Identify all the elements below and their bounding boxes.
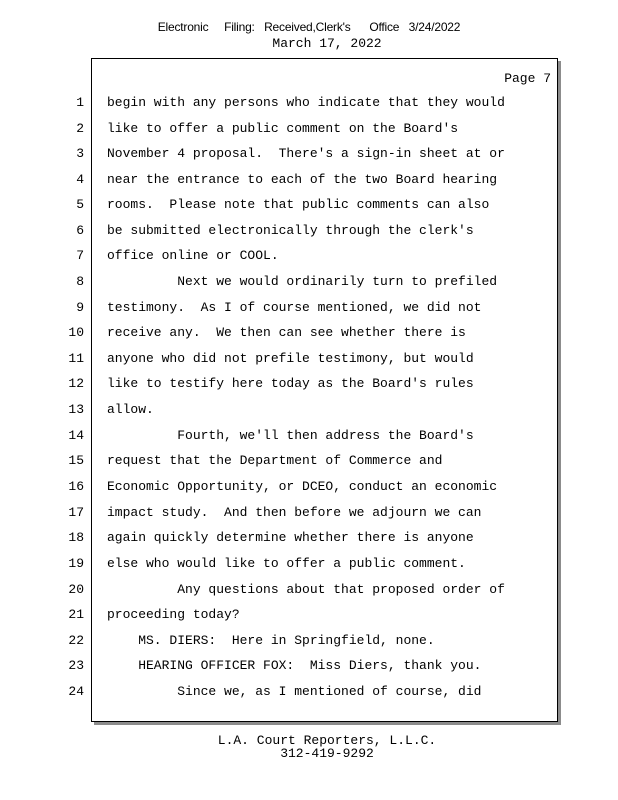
transcript-line: again quickly determine whether there is anyone [107,530,474,545]
line-number: 16 [68,479,84,494]
line-number: 6 [76,223,84,238]
transcript-line: office online or COOL. [107,248,279,263]
transcript-line: near the entrance to each of the two Board hearing [107,172,498,187]
transcript-line: else who would like to offer a public comment. [107,556,466,571]
line-number: 5 [76,197,84,212]
line-number: 4 [76,172,84,187]
transcript-line: request that the Department of Commerce and [107,453,443,468]
line-number: 24 [68,684,84,699]
line-number: 15 [68,453,84,468]
line-number: 2 [76,121,84,136]
line-number: 11 [68,351,84,366]
filing-stamp: Electronic Filing: Received,Clerk's Office 3/24/2022 [157,20,461,34]
transcript-line: MS. DIERS: Here in Springfield, none. [107,633,435,648]
page-number: Page 7 [504,71,551,86]
transcript-line: anyone who did not prefile testimony, but would [107,351,474,366]
line-number: 17 [68,505,84,520]
hearing-date: March 17, 2022 [272,36,382,51]
transcript-line: Next we would ordinarily turn to prefiled [107,274,498,289]
transcript-line: begin with any persons who indicate that they would [107,95,505,110]
line-number: 7 [76,248,84,263]
transcript-line: testimony. As I of course mentioned, we did not [107,300,482,315]
reporter-phone: 312-419-9292 [280,746,374,761]
transcript-line: HEARING OFFICER FOX: Miss Diers, thank you. [107,658,482,673]
line-number: 20 [68,582,84,597]
line-number: 1 [76,95,84,110]
transcript-line: November 4 proposal. There's a sign-in sheet at or [107,146,505,161]
line-number: 14 [68,428,84,443]
transcript-line: allow. [107,402,154,417]
line-number: 22 [68,633,84,648]
transcript-line: Economic Opportunity, or DCEO, conduct an economic [107,479,498,494]
reporter-firm: L.A. Court Reporters, L.L.C. [217,733,437,748]
line-number: 19 [68,556,84,571]
line-number: 13 [68,402,84,417]
transcript-line: be submitted electronically through the clerk's [107,223,474,238]
transcript-line: Any questions about that proposed order of [107,582,505,597]
transcript-line: receive any. We then can see whether there is [107,325,466,340]
transcript-line: Fourth, we'll then address the Board's [107,428,474,443]
line-number: 23 [68,658,84,673]
line-number: 8 [76,274,84,289]
line-number: 18 [68,530,84,545]
line-number: 12 [68,376,84,391]
transcript-line: like to testify here today as the Board's rules [107,376,474,391]
transcript-line: Since we, as I mentioned of course, did [107,684,482,699]
transcript-line: impact study. And then before we adjourn we can [107,505,482,520]
transcript-line: rooms. Please note that public comments can also [107,197,490,212]
line-number: 10 [68,325,84,340]
line-number: 21 [68,607,84,622]
transcript-line: like to offer a public comment on the Board's [107,121,459,136]
transcript-line: proceeding today? [107,607,240,622]
line-number: 3 [76,146,84,161]
line-number: 9 [76,300,84,315]
